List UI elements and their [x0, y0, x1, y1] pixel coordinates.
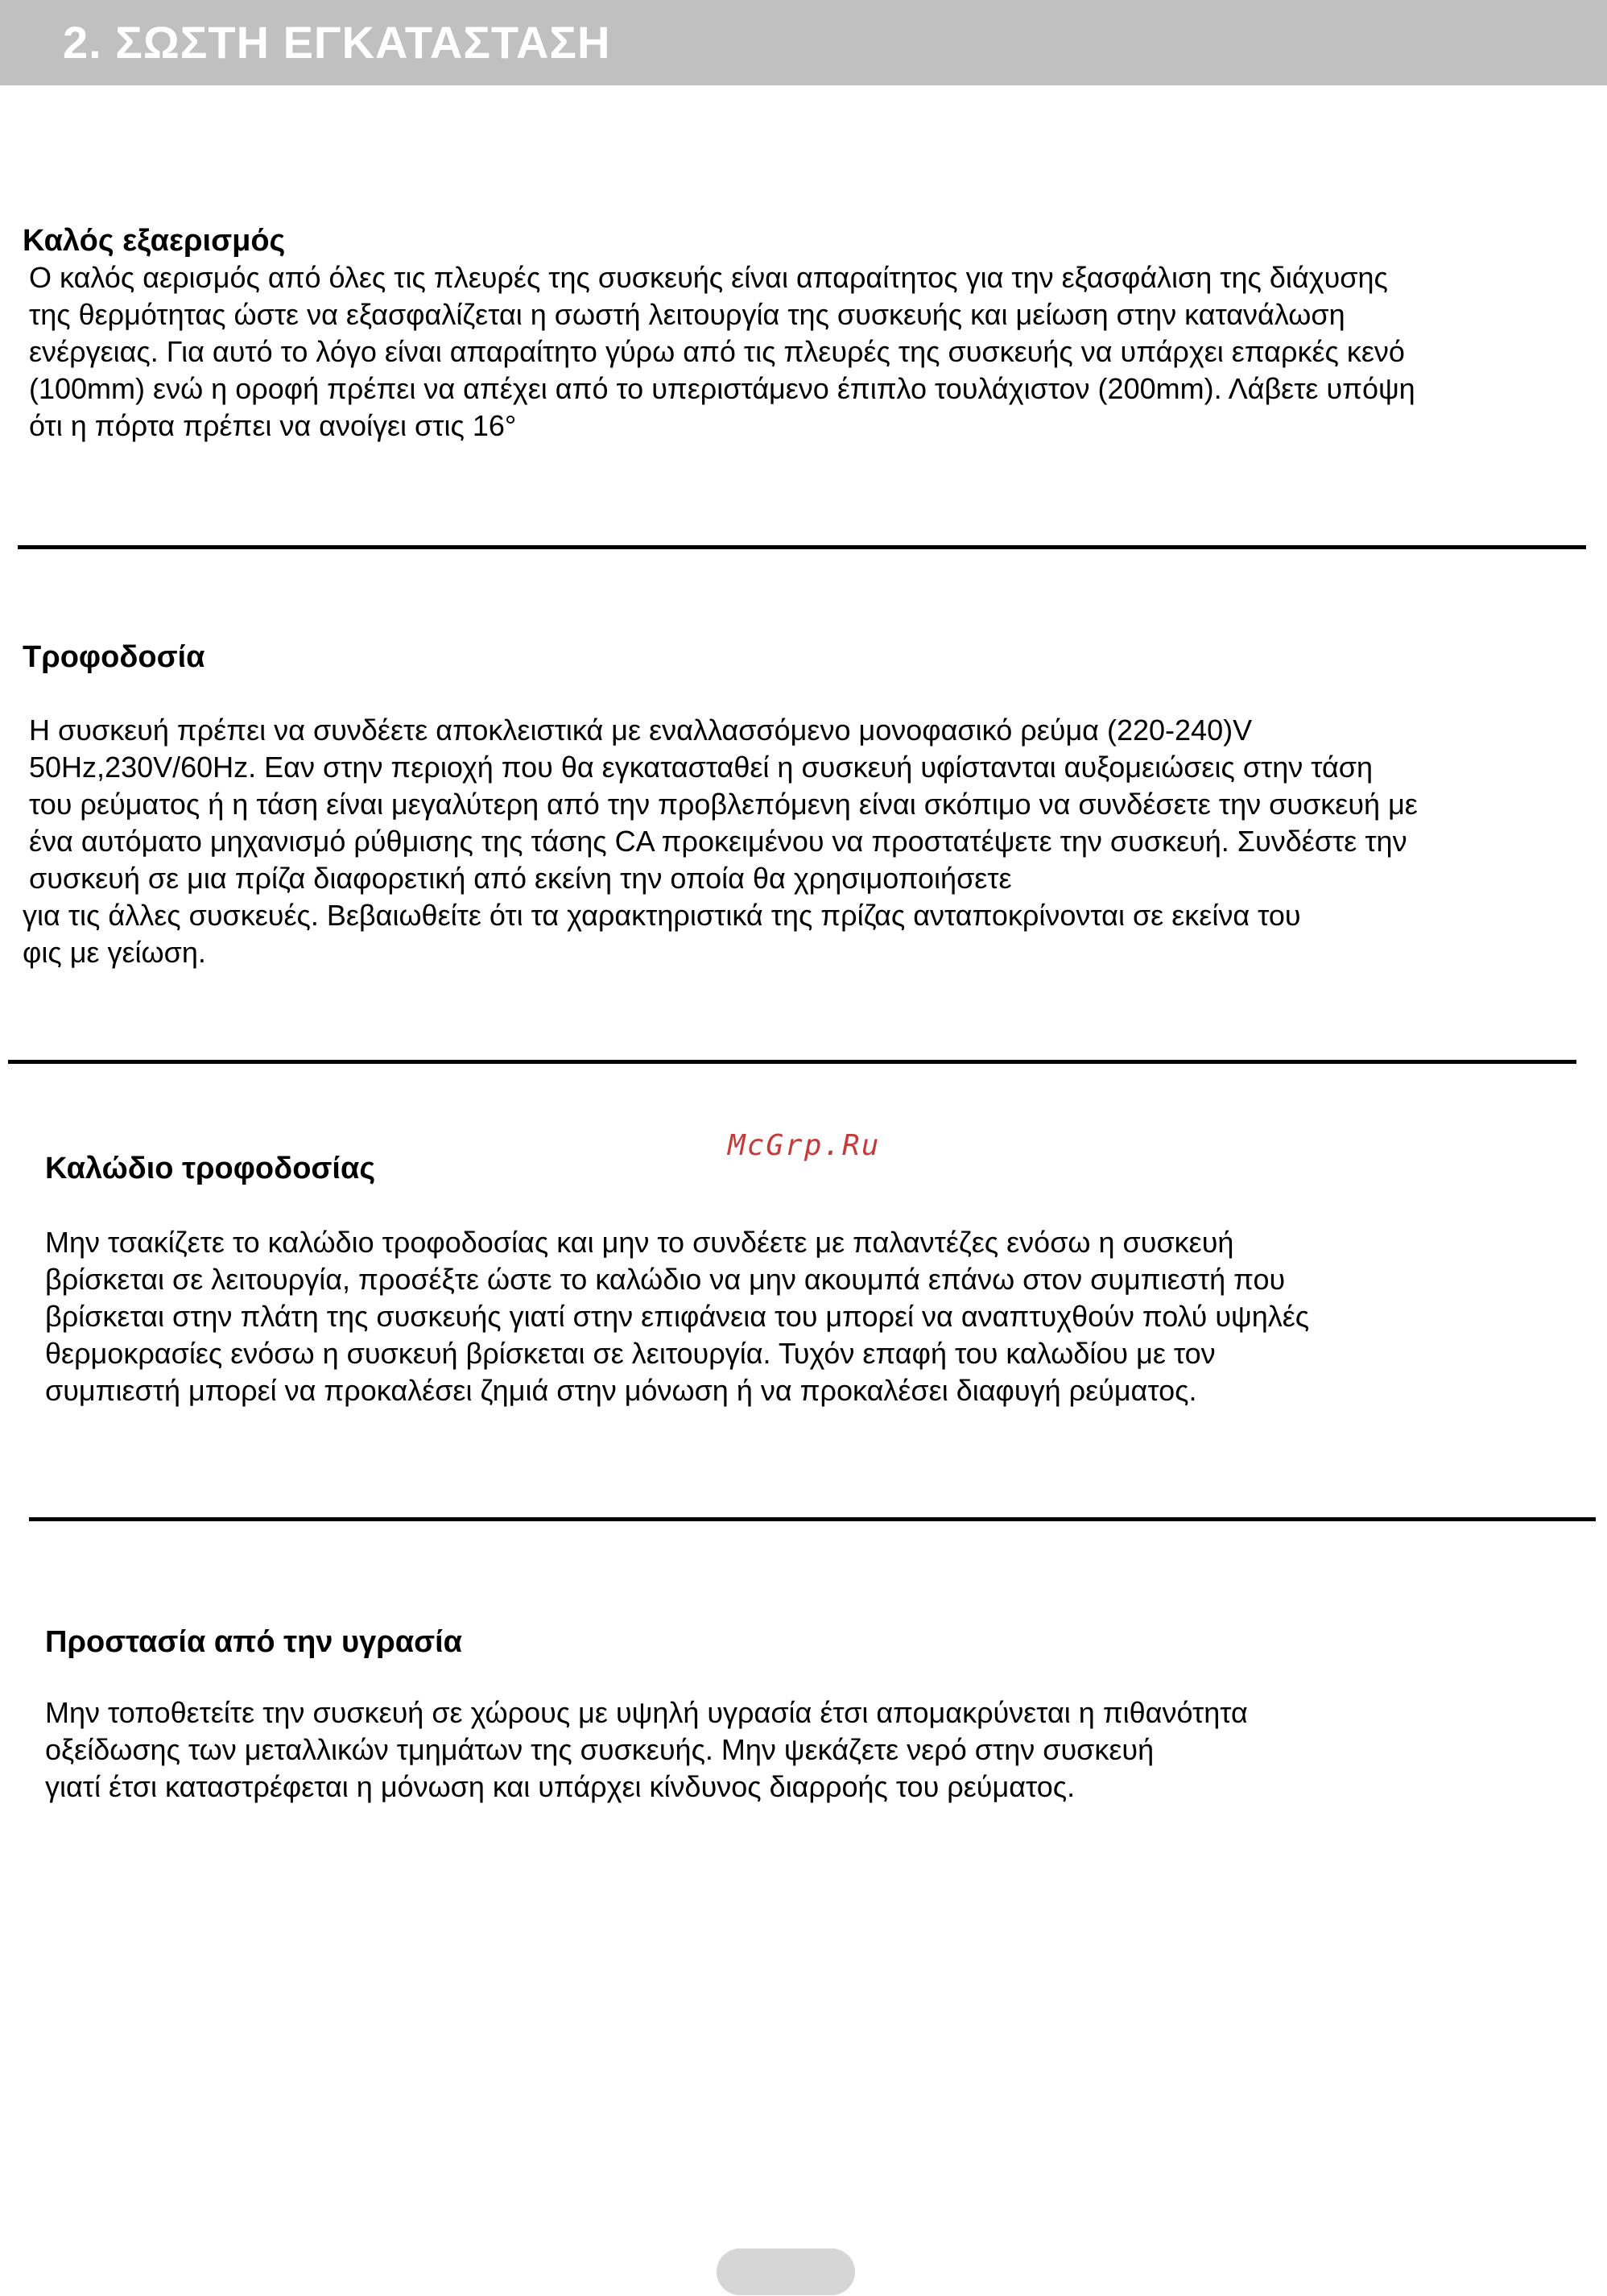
text-line: συσκευή σε μια πρίζα διαφορετική από εκείνη την οποία θα χρησιμοποιήσετε	[29, 862, 1012, 895]
text-line: ένα αυτόματο μηχανισμό ρύθμισης της τάσης CA προκειμένου να προστατέψετε την συσκευή. Συνδέστε την	[29, 825, 1407, 858]
page-number-badge	[717, 2248, 855, 2295]
text-line: (100mm) ενώ η οροφή πρέπει να απέχει από το υπεριστάμενο έπιπλο τουλάχιστον (200mm). Λάβετε υπόψη	[29, 372, 1415, 405]
header-bar	[0, 0, 1607, 85]
text-line: συμπιεστή μπορεί να προκαλέσει ζημιά στην μόνωση ή να προκαλέσει διαφυγή ρεύματος.	[45, 1374, 1197, 1407]
text-line: Η συσκευή πρέπει να συνδέετε αποκλειστικά με εναλλασσόμενο μονοφασικό ρεύμα (220-240)V	[29, 714, 1253, 747]
section-body-power-supply	[23, 712, 1418, 971]
text-line: θερμοκρασίες ενόσω η συσκευή βρίσκεται σε λειτουργία. Τυχόν επαφή του καλωδίου με τον	[45, 1337, 1216, 1370]
text-line: βρίσκεται σε λειτουργία, προσέξτε ώστε το καλώδιο να μην ακουμπά επάνω στον συμπιεστή που	[45, 1263, 1286, 1296]
section-divider	[29, 1517, 1596, 1521]
text-line: βρίσκεται στην πλάτη της συσκευής γιατί στην επιφάνεια του μπορεί να αναπτυχθούν πολύ υψηλές	[45, 1300, 1310, 1333]
text-line: ενέργειας. Για αυτό το λόγο είναι απαραίτητο γύρω από τις πλευρές της συσκευής να υπάρχει επαρκές κενό	[29, 335, 1405, 368]
section-heading-power-cord: Καλώδιο τροφοδοσίας	[45, 1152, 376, 1185]
text-line: του ρεύματος ή η τάση είναι μεγαλύτερη από την προβλεπόμενη είναι σκόπιμο να συνδέσετε την συσκευή με	[29, 788, 1418, 821]
page-title: 2. ΣΩΣΤΗ ΕΓΚΑΤΑΣΤΑΣΗ	[63, 17, 611, 68]
watermark-text: McGrp.Ru	[728, 1129, 881, 1162]
text-line: Μην τσακίζετε το καλώδιο τροφοδοσίας και μην το συνδέετε με παλαντέζες ενόσω η συσκευή	[45, 1226, 1234, 1259]
section-body-power-cord	[45, 1224, 1309, 1409]
section-heading-ventilation: Καλός εξαερισμός	[23, 224, 286, 258]
section-heading-power-supply: Τροφοδοσία	[23, 640, 205, 674]
text-line: Ο καλός αερισμός από όλες τις πλευρές της συσκευής είναι απαραίτητος για την εξασφάλιση της διάχυσης	[29, 261, 1388, 294]
section-divider	[18, 545, 1586, 549]
text-line: οξείδωσης των μεταλλικών τμημάτων της συσκευής. Μην ψεκάζετε νερό στην συσκευή	[45, 1733, 1155, 1766]
section-heading-moisture-protection: Προστασία από την υγρασία	[45, 1625, 463, 1659]
section-divider	[8, 1060, 1576, 1064]
text-line: γιατί έτσι καταστρέφεται η μόνωση και υπάρχει κίνδυνος διαρροής του ρεύματος.	[45, 1770, 1076, 1803]
text-line: φις με γείωση.	[23, 936, 206, 969]
text-line: της θερμότητας ώστε να εξασφαλίζεται η σωστή λειτουργία της συσκευής και μείωση στην κατανάλωση	[29, 298, 1345, 331]
section-body-moisture-protection	[45, 1694, 1248, 1806]
text-line: ότι η πόρτα πρέπει να ανοίγει στις 16°	[29, 409, 517, 442]
text-line: 50Hz,230V/60Hz. Εαν στην περιοχή που θα εγκατασταθεί η συσκευή υφίστανται αυξομειώσεις στην τάση	[29, 751, 1374, 784]
text-line: για τις άλλες συσκευές. Βεβαιωθείτε ότι τα χαρακτηριστικά της πρίζας ανταποκρίνονται σε εκείνα του	[23, 899, 1301, 932]
section-body-ventilation	[29, 259, 1415, 445]
text-line: Μην τοποθετείτε την συσκευή σε χώρους με υψηλή υγρασία έτσι απομακρύνεται η πιθανότητα	[45, 1696, 1248, 1729]
